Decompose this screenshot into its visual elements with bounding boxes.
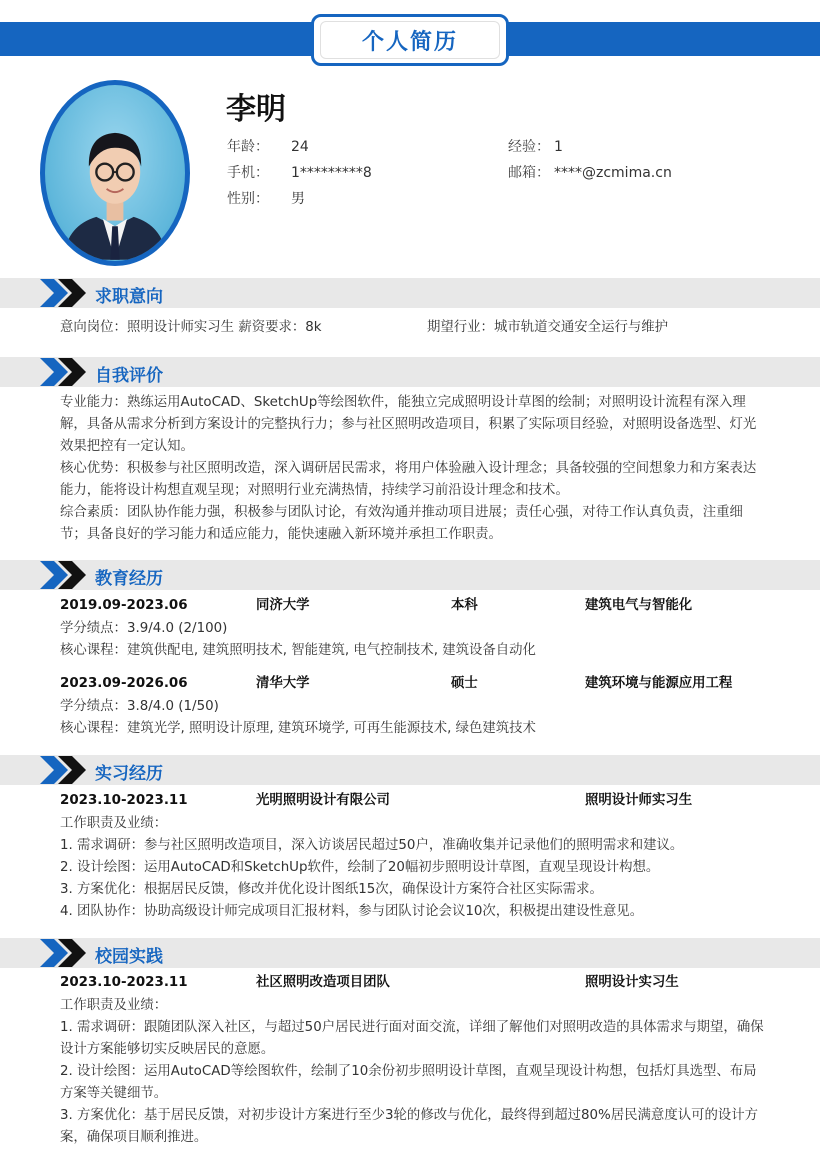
email-value: ****@zcmima.cn <box>554 165 672 181</box>
intern-role: 照明设计师实习生 <box>585 793 693 808</box>
intern-duty: 2. 设计绘图：运用AutoCAD和SketchUp软件，绘制了20幅初步照明设计草图，直观呈现设计构想。 <box>60 860 660 875</box>
phone-value: 1*********8 <box>291 165 372 181</box>
title-frame <box>311 14 509 66</box>
intern-duty-label: 工作职责及业绩： <box>60 816 168 831</box>
age-value: 24 <box>291 139 309 155</box>
age-field <box>227 136 309 156</box>
double-chevron-icon <box>40 358 90 386</box>
campus-role: 照明设计实习生 <box>585 975 679 990</box>
campus-duty: 3. 方案优化：基于居民反馈，对初步设计方案进行至少3轮的修改与优化，最终得到超过80%居民满意度认可的设计方案，确保项目顺利推进。 <box>60 1108 759 1145</box>
edu-degree: 硕士 <box>451 676 478 691</box>
self-quality: 综合素质：团队协作能力强，积极参与团队讨论，有效沟通并推动项目进展；责任心强，对待工作认真负责，注重细节；具备良好的学习能力和适应能力，能快速融入新环境并承担工作职责。 <box>60 505 743 542</box>
double-chevron-icon <box>40 561 90 589</box>
gender-label: 性别： <box>227 191 269 207</box>
campus-date: 2023.10-2023.11 <box>60 975 188 990</box>
edu-gpa: 学分绩点：3.9/4.0 (2/100) <box>60 621 228 636</box>
phone-label: 手机： <box>227 165 269 181</box>
section-internship <box>0 755 820 785</box>
section-title: 自我评价 <box>95 366 163 386</box>
edu-date: 2023.09-2026.06 <box>60 676 188 691</box>
person-name: 李明 <box>226 92 286 127</box>
gender-field <box>227 188 305 208</box>
section-title: 求职意向 <box>95 287 163 307</box>
double-chevron-icon <box>40 279 90 307</box>
intent-industry: 期望行业：城市轨道交通安全运行与维护 <box>427 320 669 335</box>
email-label: 邮箱： <box>508 165 550 181</box>
campus-duty: 2. 设计绘图：运用AutoCAD等绘图软件，绘制了10余份初步照明设计草图，直观呈现设计构想，包括灯具选型、布局方案等关键细节。 <box>60 1064 757 1101</box>
intern-company: 光明照明设计有限公司 <box>256 793 390 808</box>
experience-field <box>508 136 563 156</box>
edu-degree: 本科 <box>451 598 478 613</box>
edu-date: 2019.09-2023.06 <box>60 598 188 613</box>
section-title: 实习经历 <box>95 764 163 784</box>
double-chevron-icon <box>40 756 90 784</box>
portrait-image <box>45 85 185 261</box>
gender-value: 男 <box>291 191 305 207</box>
intern-duty: 4. 团队协作：协助高级设计师完成项目汇报材料，参与团队讨论会议10次，积极提出建设性意见。 <box>60 904 644 919</box>
experience-value: 1 <box>554 139 563 155</box>
intern-duty: 1. 需求调研：参与社区照明改造项目，深入访谈居民超过50户，准确收集并记录他们的照明需求和建议。 <box>60 838 684 853</box>
edu-school: 同济大学 <box>256 598 310 613</box>
section-self <box>0 357 820 387</box>
edu-major: 建筑环境与能源应用工程 <box>585 676 733 691</box>
edu-courses: 核心课程：建筑供配电, 建筑照明技术, 智能建筑, 电气控制技术, 建筑设备自动化 <box>60 643 536 658</box>
section-title: 校园实践 <box>95 947 163 967</box>
intern-date: 2023.10-2023.11 <box>60 793 188 808</box>
campus-duty-label: 工作职责及业绩： <box>60 998 168 1013</box>
page-title: 个人简历 <box>320 21 500 59</box>
self-skill: 专业能力：熟练运用AutoCAD、SketchUp等绘图软件，能独立完成照明设计草图的绘制；对照明设计流程有深入理解，具备从需求分析到方案设计的完整执行力；参与社区照明改造项目，积累了实际项目经验，对照明设备选型、灯光效果把控有一定认知。 <box>60 395 757 454</box>
avatar <box>40 80 190 266</box>
phone-field <box>227 162 372 182</box>
email-field <box>508 162 672 182</box>
edu-gpa: 学分绩点：3.8/4.0 (1/50) <box>60 699 219 714</box>
section-campus <box>0 938 820 968</box>
section-title: 教育经历 <box>95 569 163 589</box>
double-chevron-icon <box>40 939 90 967</box>
age-label: 年龄： <box>227 139 269 155</box>
campus-duty: 1. 需求调研：跟随团队深入社区，与超过50户居民进行面对面交流，详细了解他们对照明改造的具体需求与期望，确保设计方案能够切实反映居民的意愿。 <box>60 1020 764 1057</box>
intent-position: 意向岗位：照明设计师实习生 薪资要求：8k <box>60 320 322 335</box>
edu-school: 清华大学 <box>256 676 310 691</box>
experience-label: 经验： <box>508 139 550 155</box>
self-advantage: 核心优势：积极参与社区照明改造，深入调研居民需求，将用户体验融入设计理念；具备较强的空间想象力和方案表达能力，能将设计构想直观呈现；对照明行业充满热情，持续学习前沿设计理念和技术。 <box>60 461 757 498</box>
intern-duty: 3. 方案优化：根据居民反馈，修改并优化设计图纸15次，确保设计方案符合社区实际需求。 <box>60 882 603 897</box>
section-intent <box>0 278 820 308</box>
section-education <box>0 560 820 590</box>
edu-courses: 核心课程：建筑光学, 照明设计原理, 建筑环境学, 可再生能源技术, 绿色建筑技术 <box>60 721 536 736</box>
campus-org: 社区照明改造项目团队 <box>256 975 390 990</box>
edu-major: 建筑电气与智能化 <box>585 598 693 613</box>
